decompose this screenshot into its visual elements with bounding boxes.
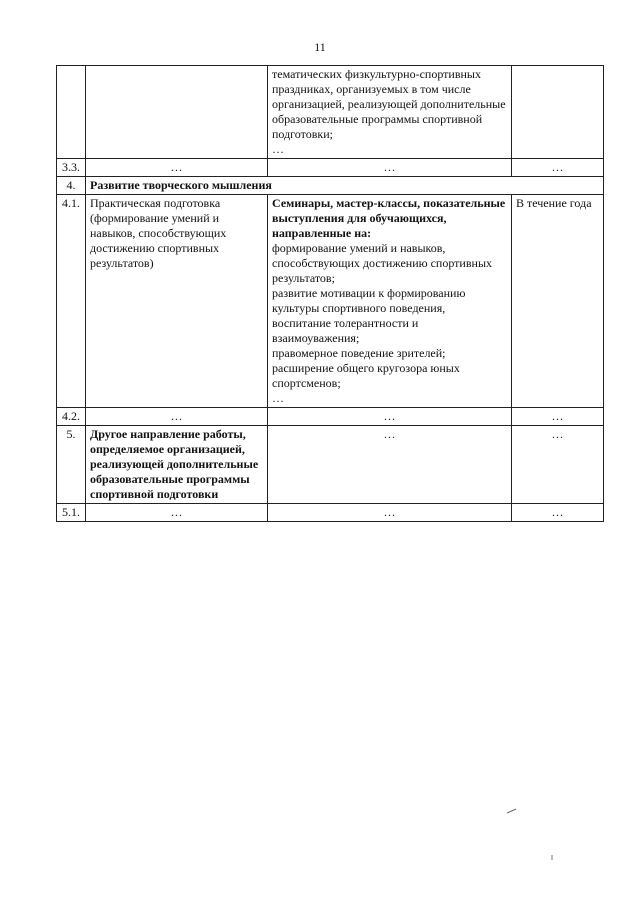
cell-activities: …: [268, 504, 512, 522]
table-row: [57, 66, 604, 159]
cell-direction: …: [86, 408, 268, 426]
cell-direction: …: [86, 159, 268, 177]
cell-activities: [268, 66, 512, 159]
cell-direction: Другое направление работы, определяемое организацией, реализующей дополнительные образовательные программы спортивной подготовки: [86, 426, 268, 504]
table-row: [57, 195, 604, 408]
cell-timing: …: [512, 426, 604, 504]
cell-activities: …: [268, 159, 512, 177]
activity-item: расширение общего кругозора юных спортсменов;: [272, 361, 460, 390]
row-number: 4.2.: [57, 408, 86, 426]
scan-mark: [506, 808, 518, 814]
cell-timing: [512, 66, 604, 159]
cell-direction: Практическая подготовка (формирование умений и навыков, способствующих достижению спортивных результатов): [86, 195, 268, 408]
cell-timing: …: [512, 159, 604, 177]
table-row: [57, 426, 604, 504]
scan-mark: [550, 855, 554, 861]
row-number: 4.: [57, 177, 86, 195]
page-number: 11: [314, 40, 326, 54]
cell-direction: [86, 66, 268, 159]
activity-ellipsis: …: [272, 391, 284, 405]
table-row: [57, 159, 604, 177]
activity-text: тематических физкультурно-спортивных праздниках, организуемых в том числе организацией, реализующей дополнительные образовательные программы спортивной подготовки;: [272, 67, 506, 141]
activity-item: развитие мотивации к формированию культуры спортивного поведения, воспитание толерантности и взаимоуважения;: [272, 286, 466, 345]
activity-ellipsis: …: [272, 142, 284, 156]
table-row: [57, 177, 604, 195]
cell-num: [57, 66, 86, 159]
activity-heading: Семинары, мастер-классы, показательные выступления для обучающихся, направленные на:: [272, 196, 506, 240]
cell-timing: В течение года: [512, 195, 604, 408]
table-row: [57, 504, 604, 522]
activity-item: правомерное поведение зрителей;: [272, 346, 446, 360]
cell-direction: …: [86, 504, 268, 522]
activity-item: формирование умений и навыков, способствующих достижению спортивных результатов;: [272, 241, 493, 285]
cell-timing: …: [512, 408, 604, 426]
cell-activities: …: [268, 426, 512, 504]
row-number: 5.1.: [57, 504, 86, 522]
row-number: 5.: [57, 426, 86, 504]
row-number: 3.3.: [57, 159, 86, 177]
table-row: [57, 408, 604, 426]
row-number: 4.1.: [57, 195, 86, 408]
cell-activities: …: [268, 408, 512, 426]
section-title: Развитие творческого мышления: [86, 177, 604, 195]
cell-activities: [268, 195, 512, 408]
cell-timing: …: [512, 504, 604, 522]
plan-table: [56, 65, 604, 522]
